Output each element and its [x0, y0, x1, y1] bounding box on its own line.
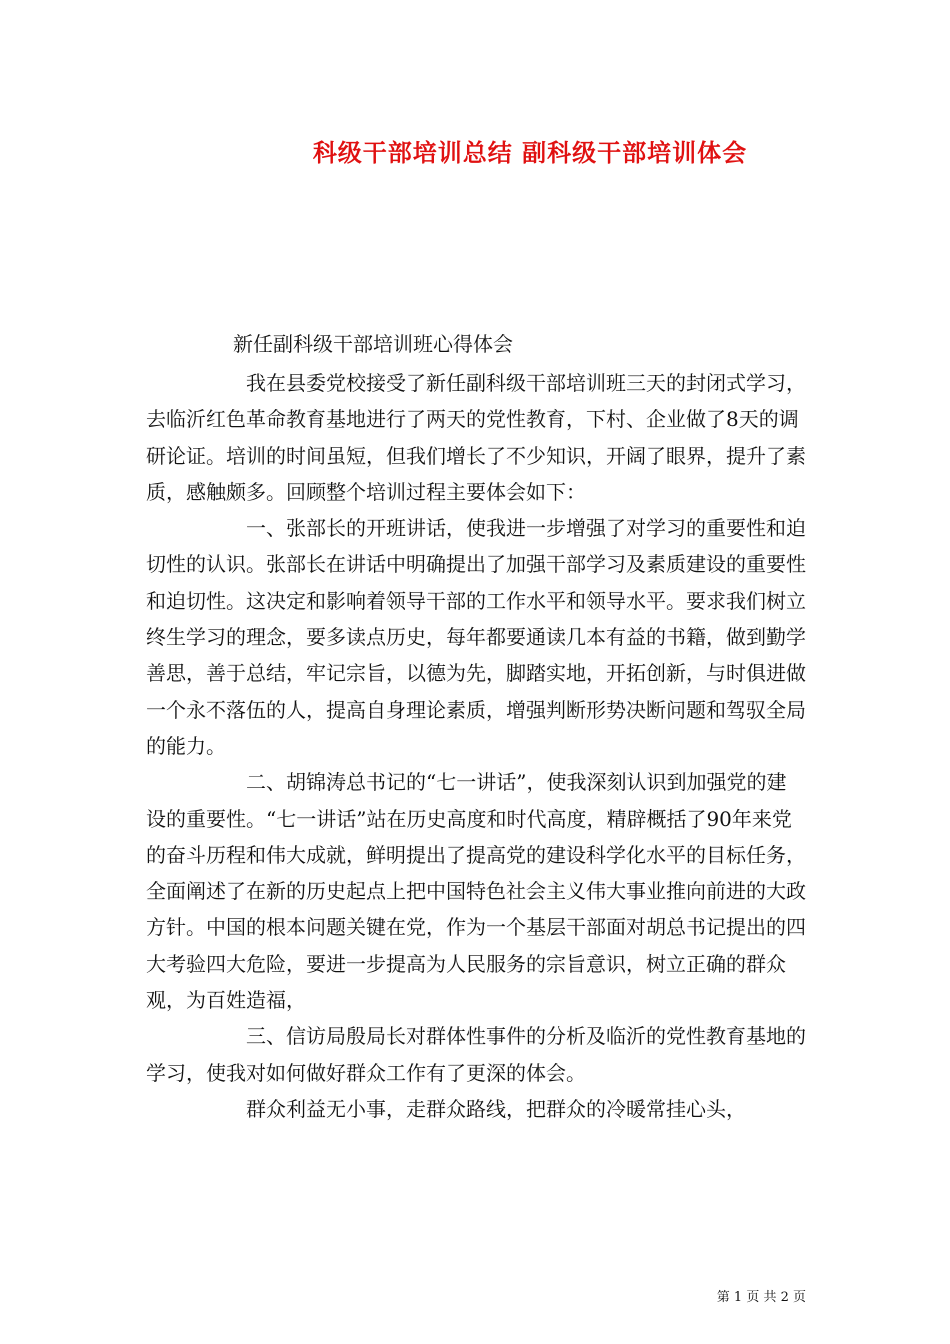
paragraph-point-two: 二、胡锦涛总书记的“七一讲话”，使我深刻认识到加强党的建设的重要性。“七一讲话”站在历史高度和时代高度，精辟概括了90年来党的奋斗历程和伟大成就，鲜明提出了提高党的建设科学化水平的目标任务，全面阐述了在新的历史起点上把中国特色社会主义伟大事业推向前进的大政方针。中国的根本问题关键在党，作为一个基层干部面对胡总书记提出的四大考验四大危险，要进一步提高为人民服务的宗旨意识，树立正确的群众观，为百姓造福，	[146, 770, 806, 1013]
document-body	[146, 365, 806, 1127]
page-footer: 第 1 页 共 2 页	[716, 1290, 806, 1305]
paragraph-continuation: 群众利益无小事，走群众路线，把群众的冷暖常挂心头，	[246, 1096, 746, 1121]
paragraph-point-one: 一、张部长的开班讲话，使我进一步增强了对学习的重要性和迫切性的认识。张部长在讲话中明确提出了加强干部学习及素质建设的重要性和迫切性。这决定和影响着领导干部的工作水平和领导水平。要求我们树立终生学习的理念，要多读点历史，每年都要通读几本有益的书籍，做到勤学善思，善于总结，牢记宗旨，以德为先，脚踏实地，开拓创新，与时俱进做一个永不落伍的人，提高自身理论素质，增强判断形势决断问题和驾驭全局的能力。	[146, 516, 806, 758]
document-subtitle: 新任副科级干部培训班心得体会	[233, 332, 513, 356]
paragraph-intro: 我在县委党校接受了新任副科级干部培训班三天的封闭式学习，去临沂红色革命教育基地进行了两天的党性教育，下村、企业做了8天的调研论证。培训的时间虽短，但我们增长了不少知识，开阔了眼界，提升了素质，感触颇多。回顾整个培训过程主要体会如下：	[146, 371, 806, 504]
paragraph-point-three: 三、信访局殷局长对群体性事件的分析及临沂的党性教育基地的学习，使我对如何做好群众工作有了更深的体会。	[146, 1024, 806, 1085]
document-title: 科级干部培训总结 副科级干部培训体会	[312, 138, 748, 167]
